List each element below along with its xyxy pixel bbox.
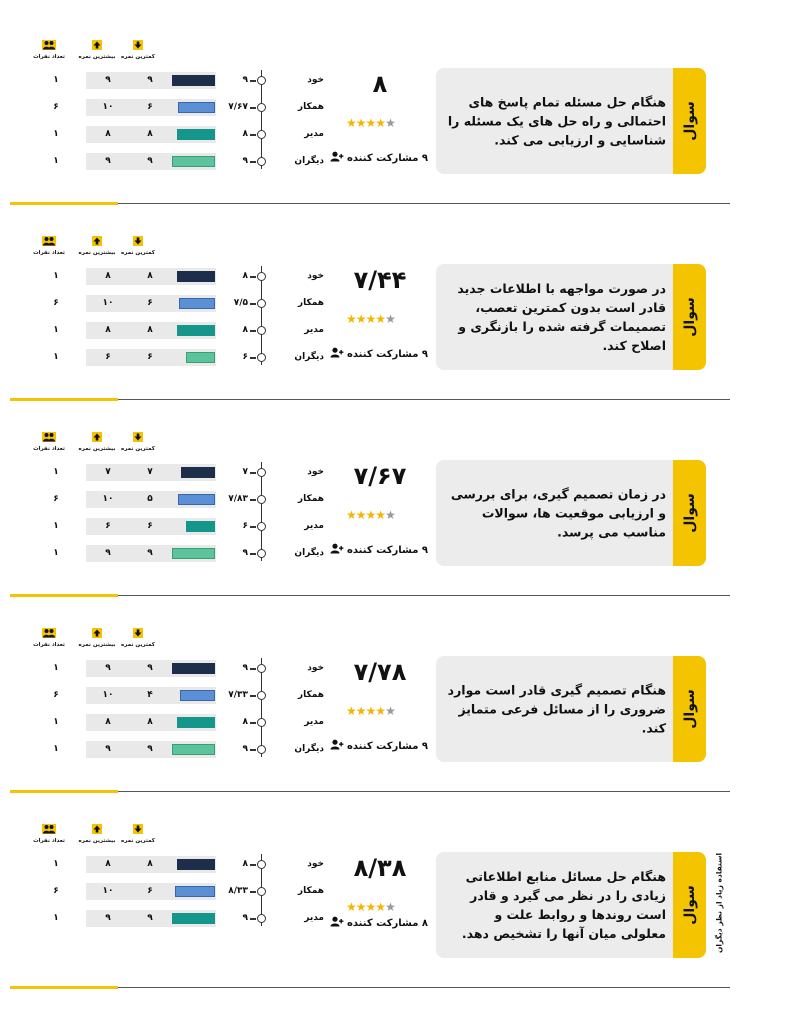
participants-count: ۸ <box>421 918 428 929</box>
bar-track <box>170 660 216 677</box>
rater-count: ۱ <box>53 75 59 85</box>
bar-fill <box>172 663 215 674</box>
participants-count: ۹ <box>421 741 428 752</box>
timeline-node <box>257 691 266 700</box>
arrow-down-icon <box>118 628 158 641</box>
row-label: دیگران <box>294 352 324 362</box>
question-text: هنگام تصمیم گیری قادر است موارد ضروری را از مسائل فرعی متمایز کند. <box>447 682 666 736</box>
group-icon <box>30 628 68 641</box>
bar-fill <box>186 521 215 532</box>
group-icon <box>30 824 68 837</box>
timeline-node <box>257 326 266 335</box>
row-value: ۸ <box>242 859 248 869</box>
header-count: تعداد نفرات <box>30 432 68 453</box>
bar-track <box>170 856 216 873</box>
header-max: بیشترین نمره <box>78 628 116 649</box>
timeline-node <box>257 299 266 308</box>
row-label: دیگران <box>294 744 324 754</box>
question-tab: سوال <box>673 68 706 174</box>
average-score: ۸/۳۸ <box>353 854 407 882</box>
timeline-node <box>257 353 266 362</box>
timeline-tick <box>250 695 256 697</box>
question-card <box>436 264 706 370</box>
min-score: ۹ <box>130 741 170 758</box>
separator <box>10 203 730 204</box>
min-score: ۶ <box>130 883 170 900</box>
rater-count: ۱ <box>53 717 59 727</box>
bar-fill <box>178 494 215 505</box>
row-label: مدیر <box>304 521 324 531</box>
row-label: خود <box>307 663 324 673</box>
star-filled-icon: ★ <box>355 116 366 130</box>
row-value: ۹ <box>242 913 248 923</box>
question-card <box>436 460 706 566</box>
row-label: مدیر <box>304 717 324 727</box>
max-score: ۷ <box>86 464 130 481</box>
bar-fill <box>178 102 215 113</box>
max-score: ۶ <box>86 349 130 366</box>
row-value: ۹ <box>242 744 248 754</box>
bar-track <box>170 714 216 731</box>
star-filled-icon: ★ <box>365 508 376 522</box>
row-value: ۷/۳۳ <box>228 690 248 700</box>
separator-accent <box>10 594 118 597</box>
timeline-tick <box>250 276 256 278</box>
timeline-tick <box>250 107 256 109</box>
star-filled-icon: ★ <box>355 312 366 326</box>
timeline-tick <box>250 499 256 501</box>
min-score: ۷ <box>130 464 170 481</box>
separator-accent <box>10 202 118 205</box>
bar-track <box>170 153 216 170</box>
bar-track <box>170 464 216 481</box>
row-value: ۷/۶۷ <box>228 102 248 112</box>
min-score: ۶ <box>130 518 170 535</box>
separator <box>10 399 730 400</box>
bar-track <box>170 687 216 704</box>
star-rating <box>346 312 408 326</box>
add-user-icon <box>330 347 344 361</box>
min-score: ۹ <box>130 72 170 89</box>
participants <box>330 151 428 165</box>
max-score: ۹ <box>86 545 130 562</box>
bar-fill <box>172 744 215 755</box>
timeline-tick <box>250 864 256 866</box>
star-rating <box>346 704 408 718</box>
bar-fill <box>179 298 215 309</box>
star-filled-icon: ★ <box>375 508 386 522</box>
arrow-down-icon <box>118 824 158 837</box>
timeline-node <box>257 468 266 477</box>
timeline-tick <box>250 668 256 670</box>
side-note: استفاده زیاد از نظر دیگران <box>714 852 724 954</box>
group-icon <box>30 40 68 53</box>
participants-label: مشارکت کننده <box>346 741 419 752</box>
bar-track <box>170 72 216 89</box>
star-rating <box>346 116 408 130</box>
bar-fill <box>177 271 215 282</box>
min-score: ۶ <box>130 295 170 312</box>
min-score: ۸ <box>130 126 170 143</box>
header-min: کمترین نمره <box>118 236 158 257</box>
max-score: ۹ <box>86 72 130 89</box>
min-score: ۹ <box>130 153 170 170</box>
min-score: ۹ <box>130 545 170 562</box>
max-score: ۸ <box>86 126 130 143</box>
star-filled-icon: ★ <box>346 508 356 522</box>
arrow-up-icon <box>78 824 116 837</box>
timeline-node <box>257 718 266 727</box>
max-score: ۹ <box>86 910 130 927</box>
question-text: هنگام حل مسئله تمام پاسخ های احتمالی و راه حل های یک مسئله را شناسایی و ارزیابی می کند. <box>447 94 666 148</box>
timeline-tick <box>250 553 256 555</box>
header-count: تعداد نفرات <box>30 40 68 61</box>
arrow-down-icon <box>118 236 158 249</box>
timeline-node <box>257 495 266 504</box>
min-score: ۶ <box>130 99 170 116</box>
bar-fill <box>177 129 215 140</box>
question-text: در صورت مواجهه با اطلاعات جدید قادر است بدون کمترین تعصب، تصمیمات گرفته شده را بازنگری و اصلاح کند. <box>457 281 666 353</box>
add-user-icon <box>330 151 344 165</box>
participants-label: مشارکت کننده <box>346 153 419 164</box>
row-label: همکار <box>297 494 324 504</box>
bar-fill <box>175 886 215 897</box>
timeline-node <box>257 157 266 166</box>
question-block <box>0 20 788 216</box>
bar-fill <box>177 859 215 870</box>
star-filled-icon: ★ <box>375 312 386 326</box>
max-score: ۱۰ <box>86 491 130 508</box>
row-label: مدیر <box>304 913 324 923</box>
add-user-icon <box>330 739 344 753</box>
row-value: ۸ <box>242 325 248 335</box>
question-card <box>436 852 706 958</box>
rater-count: ۱ <box>53 271 59 281</box>
min-score: ۴ <box>130 687 170 704</box>
row-value: ۶ <box>242 352 248 362</box>
timeline-tick <box>250 303 256 305</box>
arrow-up-icon <box>78 40 116 53</box>
row-label: خود <box>307 467 324 477</box>
bar-fill <box>177 325 215 336</box>
rater-count: ۱ <box>53 859 59 869</box>
average-score: ۷/۷۸ <box>353 658 407 686</box>
question-card <box>436 68 706 174</box>
row-label: خود <box>307 271 324 281</box>
rater-count: ۱ <box>53 156 59 166</box>
bar-fill <box>180 690 215 701</box>
arrow-down-icon <box>118 40 158 53</box>
group-icon <box>30 236 68 249</box>
min-score: ۶ <box>130 349 170 366</box>
star-filled-icon: ★ <box>375 116 386 130</box>
average-score: ۸ <box>372 70 388 98</box>
rater-count: ۱ <box>53 744 59 754</box>
timeline-node <box>257 860 266 869</box>
question-block <box>0 804 788 1000</box>
question-block <box>0 216 788 412</box>
min-score: ۸ <box>130 714 170 731</box>
max-score: ۱۰ <box>86 99 130 116</box>
participants-count: ۹ <box>421 153 428 164</box>
min-score: ۸ <box>130 322 170 339</box>
max-score: ۶ <box>86 518 130 535</box>
question-block <box>0 608 788 804</box>
participants <box>330 916 428 930</box>
timeline-tick <box>250 161 256 163</box>
bar-track <box>170 268 216 285</box>
add-user-icon <box>330 916 344 930</box>
timeline-node <box>257 664 266 673</box>
question-tab: سوال <box>673 264 706 370</box>
separator <box>10 595 730 596</box>
rater-count: ۶ <box>53 102 59 112</box>
star-filled-icon: ★ <box>355 704 366 718</box>
bar-track <box>170 126 216 143</box>
star-filled-icon: ★ <box>375 900 386 914</box>
star-filled-icon: ★ <box>346 704 356 718</box>
participants-count: ۹ <box>421 349 428 360</box>
timeline-node <box>257 522 266 531</box>
arrow-up-icon <box>78 432 116 445</box>
bar-fill <box>172 156 215 167</box>
arrow-up-icon <box>78 236 116 249</box>
row-value: ۷/۸۳ <box>228 494 248 504</box>
row-value: ۹ <box>242 663 248 673</box>
participants <box>330 347 428 361</box>
star-empty-icon: ★ <box>385 508 395 522</box>
bar-track <box>170 295 216 312</box>
star-filled-icon: ★ <box>346 312 356 326</box>
rater-count: ۶ <box>53 690 59 700</box>
star-empty-icon: ★ <box>385 704 395 718</box>
row-value: ۷ <box>242 467 248 477</box>
header-max: بیشترین نمره <box>78 824 116 845</box>
star-filled-icon: ★ <box>355 508 366 522</box>
header-min: کمترین نمره <box>118 432 158 453</box>
star-filled-icon: ★ <box>375 704 386 718</box>
row-value: ۸ <box>242 129 248 139</box>
bar-track <box>170 910 216 927</box>
star-empty-icon: ★ <box>385 312 395 326</box>
rater-count: ۶ <box>53 886 59 896</box>
timeline-node <box>257 549 266 558</box>
bar-fill <box>172 548 215 559</box>
row-label: همکار <box>297 102 324 112</box>
timeline-tick <box>250 330 256 332</box>
bar-track <box>170 322 216 339</box>
arrow-up-icon <box>78 628 116 641</box>
row-label: دیگران <box>294 156 324 166</box>
question-tab: سوال <box>673 656 706 762</box>
separator-accent <box>10 790 118 793</box>
header-min: کمترین نمره <box>118 824 158 845</box>
rater-count: ۶ <box>53 494 59 504</box>
bar-fill <box>172 75 215 86</box>
participants-label: مشارکت کننده <box>346 349 419 360</box>
participants <box>330 543 428 557</box>
row-label: خود <box>307 75 324 85</box>
rater-count: ۱ <box>53 325 59 335</box>
star-filled-icon: ★ <box>346 116 356 130</box>
rater-count: ۱ <box>53 352 59 362</box>
bar-fill <box>186 352 215 363</box>
header-max: بیشترین نمره <box>78 432 116 453</box>
timeline-node <box>257 887 266 896</box>
row-label: مدیر <box>304 325 324 335</box>
star-empty-icon: ★ <box>385 900 395 914</box>
row-value: ۹ <box>242 156 248 166</box>
bar-track <box>170 518 216 535</box>
question-block <box>0 412 788 608</box>
bar-fill <box>181 467 215 478</box>
timeline-node <box>257 130 266 139</box>
timeline-tick <box>250 472 256 474</box>
max-score: ۸ <box>86 322 130 339</box>
separator <box>10 791 730 792</box>
row-value: ۹ <box>242 75 248 85</box>
bar-track <box>170 491 216 508</box>
header-count: تعداد نفرات <box>30 628 68 649</box>
question-text: هنگام حل مسائل منابع اطلاعاتی زیادی را در نظر می گیرد و قادر است روندها و روابط علت و معلولی میان آنها را تشخیص دهد. <box>461 869 666 941</box>
rater-count: ۱ <box>53 663 59 673</box>
max-score: ۹ <box>86 660 130 677</box>
min-score: ۹ <box>130 910 170 927</box>
timeline-tick <box>250 722 256 724</box>
max-score: ۸ <box>86 856 130 873</box>
rater-count: ۱ <box>53 913 59 923</box>
question-card <box>436 656 706 762</box>
timeline-tick <box>250 918 256 920</box>
star-filled-icon: ★ <box>346 900 356 914</box>
separator-accent <box>10 986 118 989</box>
rater-count: ۱ <box>53 521 59 531</box>
row-value: ۶ <box>242 521 248 531</box>
rater-count: ۱ <box>53 129 59 139</box>
min-score: ۵ <box>130 491 170 508</box>
header-count: تعداد نفرات <box>30 824 68 845</box>
row-value: ۹ <box>242 548 248 558</box>
bar-track <box>170 545 216 562</box>
timeline-node <box>257 103 266 112</box>
question-tab: سوال <box>673 460 706 566</box>
add-user-icon <box>330 543 344 557</box>
average-score: ۷/۶۷ <box>353 462 407 490</box>
row-value: ۸/۳۳ <box>228 886 248 896</box>
star-filled-icon: ★ <box>365 116 376 130</box>
max-score: ۸ <box>86 268 130 285</box>
rater-count: ۱ <box>53 467 59 477</box>
max-score: ۹ <box>86 153 130 170</box>
bar-track <box>170 99 216 116</box>
timeline-tick <box>250 749 256 751</box>
separator <box>10 987 730 988</box>
separator-accent <box>10 398 118 401</box>
min-score: ۸ <box>130 856 170 873</box>
bar-track <box>170 741 216 758</box>
header-min: کمترین نمره <box>118 40 158 61</box>
timeline-tick <box>250 526 256 528</box>
row-label: همکار <box>297 886 324 896</box>
timeline-node <box>257 76 266 85</box>
participants-label: مشارکت کننده <box>346 918 419 929</box>
timeline-tick <box>250 134 256 136</box>
star-empty-icon: ★ <box>385 116 395 130</box>
timeline-tick <box>250 891 256 893</box>
group-icon <box>30 432 68 445</box>
timeline-tick <box>250 357 256 359</box>
participants-label: مشارکت کننده <box>346 545 419 556</box>
min-score: ۹ <box>130 660 170 677</box>
rater-count: ۱ <box>53 548 59 558</box>
max-score: ۱۰ <box>86 687 130 704</box>
max-score: ۱۰ <box>86 883 130 900</box>
star-filled-icon: ★ <box>365 704 376 718</box>
timeline-node <box>257 272 266 281</box>
max-score: ۹ <box>86 741 130 758</box>
row-label: مدیر <box>304 129 324 139</box>
header-count: تعداد نفرات <box>30 236 68 257</box>
bar-track <box>170 349 216 366</box>
bar-fill <box>177 717 215 728</box>
row-label: خود <box>307 859 324 869</box>
star-filled-icon: ★ <box>365 900 376 914</box>
row-label: همکار <box>297 690 324 700</box>
question-text: در زمان تصمیم گیری، برای بررسی و ارزیابی موقعیت ها، سوالات مناسب می پرسد. <box>450 486 666 540</box>
participants-count: ۹ <box>421 545 428 556</box>
star-rating <box>346 508 408 522</box>
timeline-node <box>257 745 266 754</box>
star-rating <box>346 900 408 914</box>
row-label: همکار <box>297 298 324 308</box>
row-label: دیگران <box>294 548 324 558</box>
timeline-tick <box>250 80 256 82</box>
row-value: ۸ <box>242 271 248 281</box>
average-score: ۷/۴۴ <box>353 266 407 294</box>
header-min: کمترین نمره <box>118 628 158 649</box>
header-max: بیشترین نمره <box>78 40 116 61</box>
max-score: ۱۰ <box>86 295 130 312</box>
arrow-down-icon <box>118 432 158 445</box>
question-tab: سوال <box>673 852 706 958</box>
star-filled-icon: ★ <box>355 900 366 914</box>
bar-fill <box>172 913 215 924</box>
header-max: بیشترین نمره <box>78 236 116 257</box>
row-value: ۸ <box>242 717 248 727</box>
participants <box>330 739 428 753</box>
min-score: ۸ <box>130 268 170 285</box>
max-score: ۸ <box>86 714 130 731</box>
bar-track <box>170 883 216 900</box>
row-value: ۷/۵ <box>233 298 248 308</box>
rater-count: ۶ <box>53 298 59 308</box>
timeline-node <box>257 914 266 923</box>
star-filled-icon: ★ <box>365 312 376 326</box>
